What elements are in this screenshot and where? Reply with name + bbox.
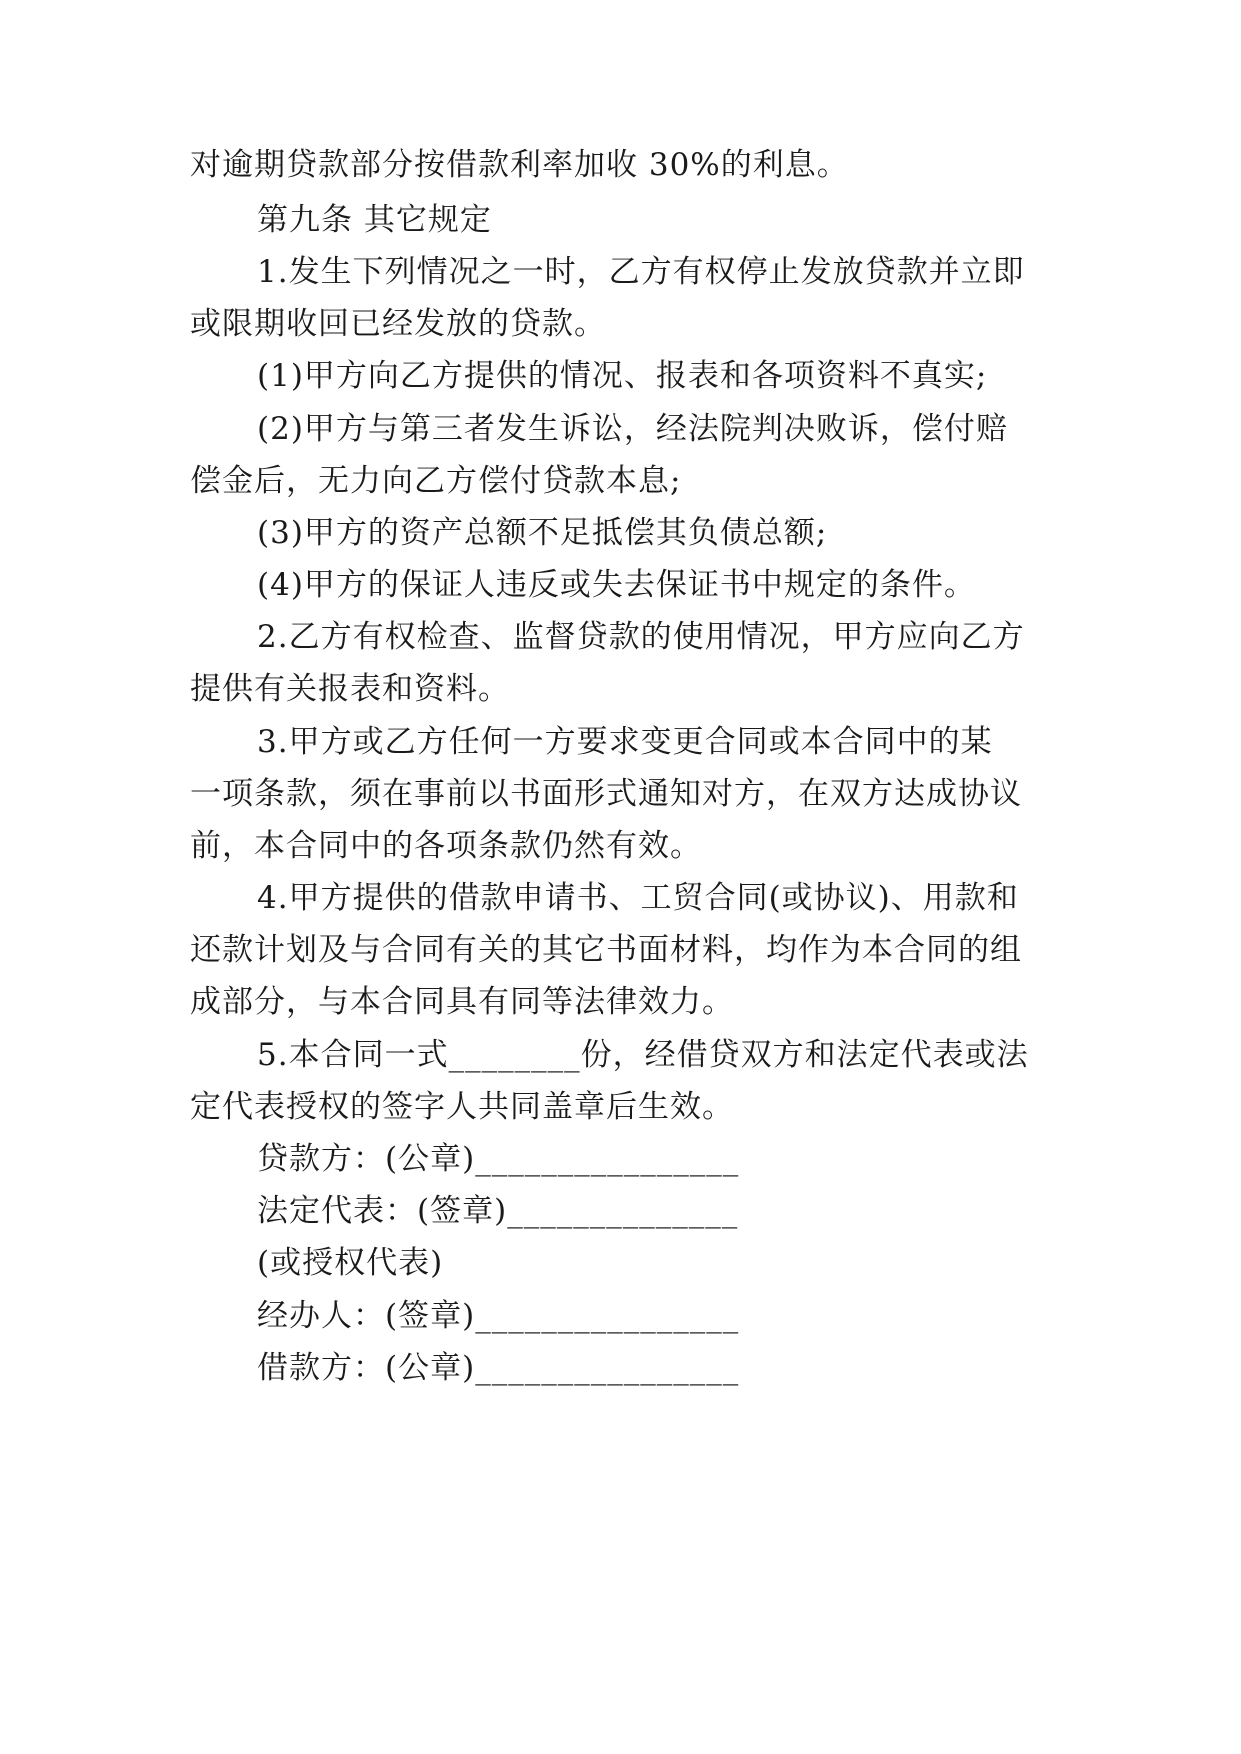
text-line: (1)甲方向乙方提供的情况、报表和各项资料不真实;: [257, 358, 988, 394]
text-line: 5.本合同一式________份，经借贷双方和法定代表或法: [257, 1037, 1029, 1073]
text-line: 或限期收回已经发放的贷款。: [190, 306, 606, 342]
text-line: 还款计划及与合同有关的其它书面材料，均作为本合同的组: [190, 932, 1022, 968]
text-line: 前，本合同中的各项条款仍然有效。: [190, 828, 702, 864]
text-line: 一项条款，须在事前以书面形式通知对方，在双方达成协议: [190, 776, 1022, 812]
text-line: 对逾期贷款部分按借款利率加收 30%的利息。: [190, 147, 849, 183]
text-line: 2.乙方有权检查、监督贷款的使用情况，甲方应向乙方: [257, 619, 1025, 655]
text-line: (3)甲方的资产总额不足抵偿其负债总额;: [257, 515, 828, 551]
signature-line-legal-rep: 法定代表：(签章)______________: [257, 1193, 739, 1229]
text-line: 4.甲方提供的借款申请书、工贸合同(或协议)、用款和: [257, 880, 1019, 916]
text-line: 偿金后，无力向乙方偿付贷款本息;: [190, 463, 682, 499]
signature-line-borrower: 借款方：(公章)________________: [257, 1350, 740, 1386]
text-line: 定代表授权的签字人共同盖章后生效。: [190, 1089, 734, 1125]
signature-line-handler: 经办人：(签章)________________: [257, 1298, 740, 1334]
text-line: (2)甲方与第三者发生诉讼，经法院判决败诉，偿付赔: [257, 411, 1008, 447]
signature-line-lender: 贷款方：(公章)________________: [257, 1141, 740, 1177]
signature-note-authorized: (或授权代表): [257, 1245, 444, 1281]
text-line: (4)甲方的保证人违反或失去保证书中规定的条件。: [257, 567, 976, 603]
text-line: 3.甲方或乙方任何一方要求变更合同或本合同中的某: [257, 724, 993, 760]
text-line: 成部分，与本合同具有同等法律效力。: [190, 984, 734, 1020]
section-heading: 第九条 其它规定: [257, 202, 492, 238]
text-line: 1.发生下列情况之一时，乙方有权停止发放贷款并立即: [257, 254, 1025, 290]
text-line: 提供有关报表和资料。: [190, 671, 510, 707]
